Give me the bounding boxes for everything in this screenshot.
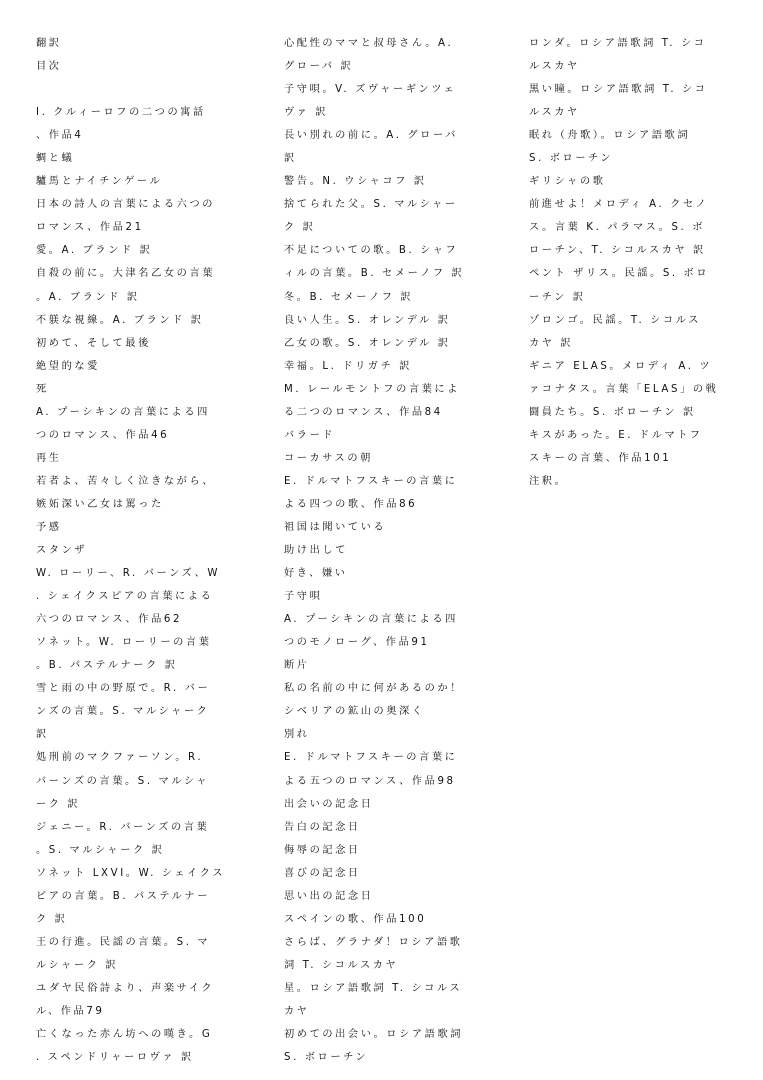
toc-line: ギリシャの歌 bbox=[529, 176, 606, 188]
toc-line: ルシャーク 訳 bbox=[36, 959, 119, 971]
toc-line: A. プーシキンの言葉による四 bbox=[36, 406, 210, 418]
toc-line: 驢馬とナイチンゲール bbox=[36, 176, 163, 188]
toc-line: さらば、グラナダ！ロシア語歌 bbox=[284, 936, 463, 948]
toc-line: つのモノローグ、作品91 bbox=[284, 637, 430, 649]
toc-line: 。B. パステルナーク 訳 bbox=[36, 660, 178, 672]
toc-line: ジェニー。R. バーンズの言葉 bbox=[36, 821, 210, 833]
toc-line: ル、作品79 bbox=[36, 1005, 105, 1017]
toc-line: 長い別れの前に。A. グローバ bbox=[284, 130, 459, 142]
toc-line: 蜩と蟻 bbox=[36, 153, 75, 165]
toc-line: 不足についての歌。B. シャフ bbox=[284, 245, 459, 257]
toc-line: 嫉妬深い乙女は罵った bbox=[36, 498, 164, 510]
toc-line: ゾロンゴ。民謡。T. シコルス bbox=[529, 314, 702, 326]
toc-line: よる四つの歌、作品86 bbox=[284, 498, 418, 510]
toc-line: スタンザ bbox=[36, 545, 88, 557]
toc-line: 雪と雨の中の野原で。R. バー bbox=[36, 683, 211, 695]
toc-line: 幸福。L. ドリガチ 訳 bbox=[284, 360, 412, 372]
toc-line: シベリアの鉱山の奥深く bbox=[284, 706, 425, 718]
toc-line: 注釈。 bbox=[529, 475, 568, 487]
toc-line: ァコナタス。言葉「ELAS」の戦 bbox=[529, 383, 719, 395]
toc-line: M. レールモントフの言葉によ bbox=[284, 383, 461, 395]
toc-line: 愛。A. ブランド 訳 bbox=[36, 245, 153, 257]
toc-line: 乙女の歌。S. オレンデル 訳 bbox=[284, 337, 451, 349]
toc-line: キスがあった。E. ドルマトフ bbox=[529, 429, 703, 441]
toc-line: 子守唄 bbox=[284, 591, 323, 603]
toc-line: 警告。N. ウシャコフ 訳 bbox=[284, 176, 427, 188]
toc-line: 告白の記念日 bbox=[284, 821, 361, 833]
toc-line: カヤ bbox=[284, 1005, 310, 1017]
toc-line: 前進せよ！メロディ A. クセノ bbox=[529, 199, 709, 211]
toc-line: スペインの歌、作品100 bbox=[284, 913, 427, 925]
toc-line: 良い人生。S. オレンデル 訳 bbox=[284, 314, 451, 326]
toc-line: ロマンス、作品21 bbox=[36, 222, 144, 234]
toc-line: 思い出の記念日 bbox=[284, 890, 374, 902]
toc-line: 訳 bbox=[36, 729, 49, 741]
toc-line: A. プーシキンの言葉による四 bbox=[284, 614, 458, 626]
toc-line: 若者よ、苦々しく泣きながら、 bbox=[36, 475, 216, 487]
toc-line: ーク 訳 bbox=[36, 798, 81, 810]
blank-line bbox=[36, 78, 252, 101]
toc-line: 目次 bbox=[36, 61, 62, 73]
toc-line: 眠れ（舟歌）。ロシア語歌詞 bbox=[529, 130, 691, 142]
toc-line: 死 bbox=[36, 383, 49, 395]
toc-line: グローバ 訳 bbox=[284, 61, 354, 73]
toc-line: S. ボローチン bbox=[529, 153, 614, 165]
toc-line: 日本の詩人の言葉による六つの bbox=[36, 199, 216, 211]
toc-line: バラード bbox=[284, 429, 336, 441]
toc-line: ンズの言葉。S. マルシャーク bbox=[36, 706, 210, 718]
toc-line: . シェイクスピアの言葉による bbox=[36, 591, 214, 603]
toc-line: 訳 bbox=[284, 153, 297, 165]
toc-line: ルスカヤ bbox=[529, 107, 580, 119]
toc-line: 再生 bbox=[36, 452, 62, 464]
toc-line: ギニア ELAS。メロディ A. ツ bbox=[529, 360, 713, 372]
toc-line: バーンズの言葉。S. マルシャ bbox=[36, 775, 210, 787]
toc-line: ローチン、T. シコルスカヤ 訳 bbox=[529, 245, 706, 257]
toc-line: ス。言葉 K. パラマス。S. ボ bbox=[529, 222, 706, 234]
toc-line: 翻訳 bbox=[36, 38, 62, 49]
toc-line: 冬。B. セメーノフ 訳 bbox=[284, 291, 414, 303]
toc-line: ユダヤ民俗詩より、声楽サイク bbox=[36, 982, 215, 994]
toc-line: コーカサスの朝 bbox=[284, 452, 373, 464]
toc-line: E. ドルマトフスキーの言葉に bbox=[284, 475, 458, 487]
toc-line: ロンダ。ロシア語歌詞 T. シコ bbox=[529, 38, 707, 49]
toc-line: る二つのロマンス、作品84 bbox=[284, 406, 443, 418]
toc-line: 助け出して bbox=[284, 545, 348, 557]
toc-line: 侮辱の記念日 bbox=[284, 844, 361, 856]
toc-line: 。A. ブランド 訳 bbox=[36, 291, 140, 303]
toc-line: 六つのロマンス、作品62 bbox=[36, 614, 183, 626]
toc-line: ペント ザリス。民謡。S. ボロ bbox=[529, 268, 710, 280]
toc-line: 子守唄。V. ズヴャーギンツェ bbox=[284, 84, 457, 96]
toc-line: ク 訳 bbox=[36, 913, 68, 925]
toc-line: . スペンドリャーロヴァ 訳 bbox=[36, 1052, 194, 1064]
toc-line: 捨てられた父。S. マルシャー bbox=[284, 199, 458, 211]
toc-line: 闘員たち。S. ボローチン 訳 bbox=[529, 406, 696, 418]
toc-line: ーチン 訳 bbox=[529, 291, 586, 303]
toc-line: S. ボローチン bbox=[284, 1052, 369, 1064]
toc-line: W. ローリー、R. バーンズ、W bbox=[36, 568, 221, 580]
toc-line: よる五つのロマンス、作品98 bbox=[284, 775, 456, 787]
toc-line: つのロマンス、作品46 bbox=[36, 429, 170, 441]
toc-line: 王の行進。民謡の言葉。S. マ bbox=[36, 936, 211, 948]
toc-line: 初めて、そして最後 bbox=[36, 337, 151, 349]
column-right bbox=[529, 32, 745, 493]
column-middle bbox=[284, 32, 498, 1069]
toc-line: ルスカヤ bbox=[529, 61, 580, 73]
toc-line: E. ドルマトフスキーの言葉に bbox=[284, 752, 458, 764]
toc-line: 自殺の前に。大津名乙女の言葉 bbox=[36, 268, 216, 280]
toc-line: ク 訳 bbox=[284, 222, 316, 234]
toc-line: 黒い瞳。ロシア語歌詞 T. シコ bbox=[529, 84, 708, 96]
toc-line: 好き、嫌い bbox=[284, 568, 348, 580]
toc-line: 初めての出会い。ロシア語歌詞 bbox=[284, 1029, 464, 1041]
toc-line: ソネット。W. ローリーの言葉 bbox=[36, 637, 212, 649]
toc-line: スキーの言葉、作品101 bbox=[529, 452, 672, 464]
toc-line: ソネット LXVI。W. シェイクス bbox=[36, 867, 226, 879]
toc-line: 。S. マルシャーク 訳 bbox=[36, 844, 165, 856]
toc-line: 亡くなった赤ん坊への嘆き。G bbox=[36, 1029, 213, 1041]
toc-line: 喜びの記念日 bbox=[284, 867, 361, 879]
toc-line: カヤ 訳 bbox=[529, 337, 574, 349]
toc-line: I. クルィーロフの二つの寓話 bbox=[36, 107, 206, 119]
toc-line: 詞 T. シコルスカヤ bbox=[284, 959, 399, 971]
toc-line: 私の名前の中に何があるのか！ bbox=[284, 683, 464, 695]
toc-line: ヴァ 訳 bbox=[284, 107, 329, 119]
column-left bbox=[36, 32, 252, 1069]
toc-line: 断片 bbox=[284, 660, 310, 672]
toc-line: 別れ bbox=[284, 729, 310, 741]
toc-line: 処刑前のマクファーソン。R. bbox=[36, 752, 204, 764]
toc-line: 予感 bbox=[36, 521, 62, 533]
toc-line: 絶望的な愛 bbox=[36, 360, 100, 372]
toc-line: ィルの言葉。B. セメーノフ 訳 bbox=[284, 268, 465, 280]
toc-line: 星。ロシア語歌詞 T. シコルス bbox=[284, 982, 463, 994]
toc-line: 心配性のママと叔母さん。A. bbox=[284, 38, 454, 49]
toc-line: 祖国は聞いている bbox=[284, 521, 387, 533]
toc-line: 、作品4 bbox=[36, 130, 84, 142]
toc-line: 不躾な視線。A. ブランド 訳 bbox=[36, 314, 204, 326]
toc-line: ピアの言葉。B. パステルナー bbox=[36, 890, 211, 902]
toc-line: 出会いの記念日 bbox=[284, 798, 374, 810]
